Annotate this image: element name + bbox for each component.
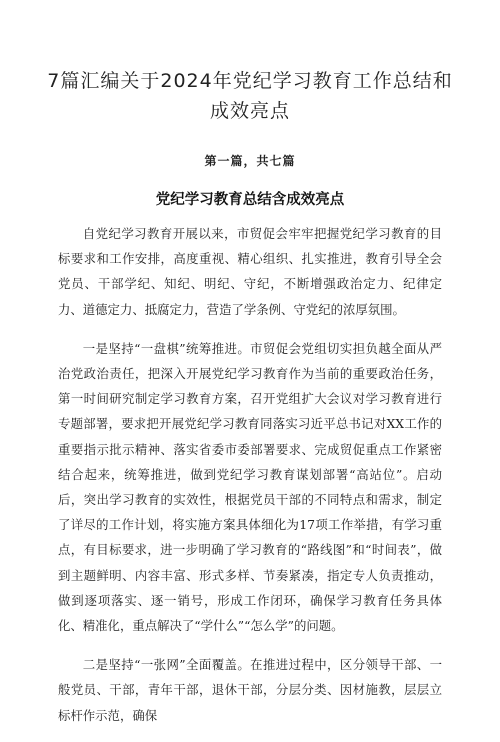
paragraph-point-two: 二是坚持“一张网”全面覆盖。在推进过程中，区分领导干部、一般党员、干部，青年干部，退休干部，分层分类、因材施教，层层立标杆作示范，确保 bbox=[58, 657, 442, 723]
section-subtitle: 党纪学习教育总结含成效亮点 bbox=[155, 192, 345, 208]
document-title: 7篇汇编关于2024年党纪学习教育工作总结和成效亮点 bbox=[47, 70, 453, 122]
paragraph-point-one: 一是坚持“一盘棋”统筹推进。市贸促会党组切实担负越全面从严治党政治责任，把深入开展党纪学习教育作为当前的重要政治任务，第一时间研究制定学习教育方案，召开党组扩大会议对学习教育进行专题部署，要求把开展党纪学习教育同落实习近平总书记对XX工作的重要指示批示精神、落实省委市委部署要求、完成贸促重点工作紧密结合起来，统筹推进，做到党纪学习教育谋划部署“高站位”。启动后，突出学习教育的实效性，根据党员干部的不同特点和需求，制定了详尽的工作计划，将实施方案具体细化为17项工作举措，有学习重点，有目标要求，进一步明确了学习教育的“路线图”和“时间表”，做到主题鲜明、内容丰富、形式多样、节奏紧凑，指定专人负责推动，做到逐项落实、逐一销号，形成工作闭环，确保学习教育任务具体化、精准化，重点解决了“学什么”“怎么学”的问题。 bbox=[58, 340, 442, 634]
document-body bbox=[58, 221, 442, 742]
paragraph-intro: 自党纪学习教育开展以来，市贸促会牢牢把握党纪学习教育的目标要求和工作安排，高度重视、精心组织、扎实推进，教育引导全会党员、干部学纪、知纪、明纪、守纪，不断增强政治定力、纪律定力、道德定力、抵腐定力，营造了学条例、守党纪的浓厚氛围。 bbox=[58, 226, 442, 317]
part-label: 第一篇，共七篇 bbox=[204, 154, 296, 168]
